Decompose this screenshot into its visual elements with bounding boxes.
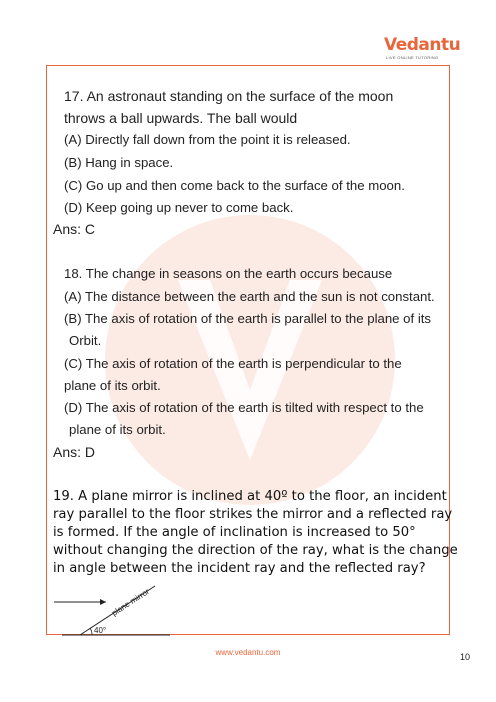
angle-label: 40° (94, 626, 107, 635)
vedantu-logo (384, 35, 461, 62)
q18-option-d-line1: (D) The axis of rotation of the earth is tilted with respect to the (64, 400, 424, 415)
q18-option-b-line1: (B) The axis of rotation of the earth is parallel to the plane of its (64, 311, 432, 326)
q19-stem-line4: without changing the direction of the ray, what is the change (53, 543, 458, 558)
q18-stem: 18. The change in seasons on the earth occurs because (64, 266, 393, 281)
q17-option-b: (B) Hang in space. (64, 155, 174, 170)
q18-option-c-line2: plane of its orbit. (64, 378, 161, 393)
mirror-diagram (52, 584, 177, 640)
q17-option-c: (C) Go up and then come back to the surface of the moon. (64, 178, 405, 193)
q17-option-d: (D) Keep going up never to come back. (64, 200, 294, 215)
q17-option-a: (A) Directly fall down from the point it is released. (64, 132, 351, 147)
q17-stem-line1: 17. An astronaut standing on the surface of the moon (64, 88, 394, 104)
q19-stem-line3: is formed. If the angle of inclination is increased to 50° (53, 525, 416, 540)
q18-option-d-line2: plane of its orbit. (69, 422, 166, 437)
q19-stem-line5: in angle between the incident ray and the reflected ray? (53, 561, 426, 576)
q18-answer: Ans: D (53, 444, 96, 460)
q17-answer: Ans: C (53, 221, 96, 237)
q19-stem-line2: ray parallel to the floor strikes the mirror and a reflected ray (53, 507, 453, 522)
logo-tagline: LIVE ONLINE TUTORING (386, 55, 439, 60)
q18-option-c-line1: (C) The axis of rotation of the earth is perpendicular to the (64, 356, 402, 371)
q18-option-a: (A) The distance between the earth and the sun is not constant. (64, 289, 435, 304)
angle-arc (90, 628, 92, 635)
q17-stem-line2: throws a ball upwards. The ball would (64, 110, 298, 126)
incident-ray-arrowhead (100, 599, 106, 605)
footer-url: www.vedantu.com (215, 648, 281, 657)
page-number: 10 (460, 652, 471, 662)
mirror-label: plane mirror (110, 586, 151, 618)
q18-option-b-line2: Orbit. (69, 333, 102, 348)
logo-wordmark: Vedantu (384, 35, 461, 55)
q19-stem-line1: 19. A plane mirror is inclined at 40º to the floor, an incident (53, 489, 447, 504)
